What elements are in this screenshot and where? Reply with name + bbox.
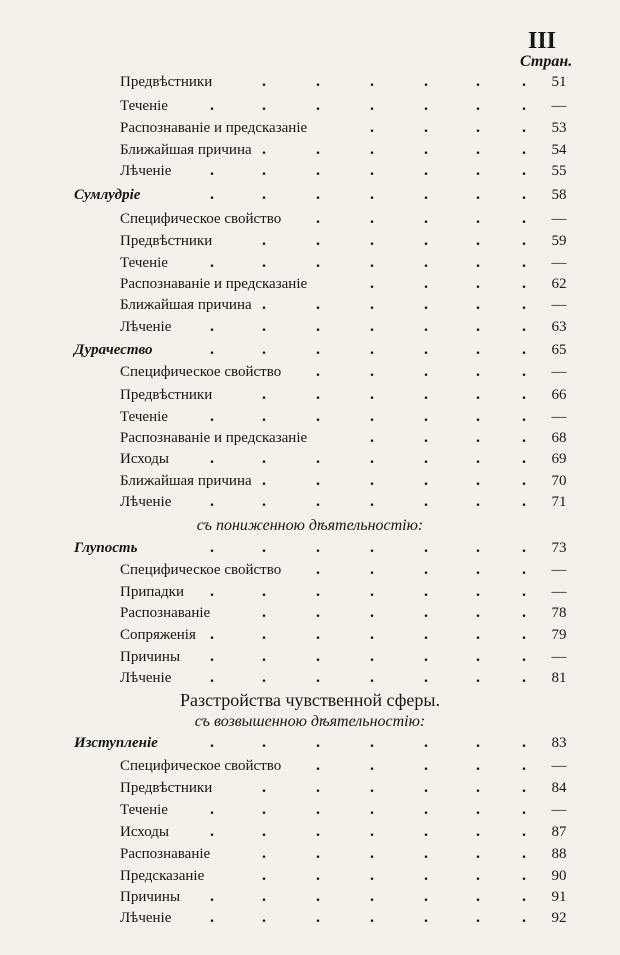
toc-entry-title: Припадки xyxy=(120,584,184,600)
toc-page-number: 55 xyxy=(551,163,567,179)
toc-entry xyxy=(0,209,620,229)
dot-leader: . . . . . . . xyxy=(210,341,526,358)
dot-leader: . . . . . . xyxy=(262,141,526,158)
toc-entry xyxy=(0,96,620,116)
toc-entry xyxy=(0,844,620,864)
toc-entry-title: Дурачество xyxy=(74,342,153,358)
toc-entry xyxy=(0,428,620,448)
dot-leader: . . . . . xyxy=(316,561,526,578)
toc-entry xyxy=(0,560,620,580)
toc-page-number: 87 xyxy=(551,824,567,840)
toc-entry-title: Ближайшая причина xyxy=(120,297,252,313)
toc-entry xyxy=(0,887,620,907)
dot-leader: . . . . . . . xyxy=(210,318,526,335)
toc-main-entry xyxy=(0,340,620,360)
dot-leader: . . . . xyxy=(370,275,526,292)
toc-entry-title: Причины xyxy=(120,889,181,905)
toc-entry-title: Лѣченіе xyxy=(120,494,172,510)
dot-leader: . . . . . . xyxy=(262,472,526,489)
toc-page-number: 63 xyxy=(551,319,567,335)
toc-entry xyxy=(0,822,620,842)
toc-entry-title: Теченіе xyxy=(120,255,168,271)
toc-entry-title: Исходы xyxy=(120,824,169,840)
dot-leader: . . . . . . . xyxy=(210,186,526,203)
toc-entry-title: Специфическое свойство xyxy=(120,211,282,227)
dot-leader: . . . . . . . xyxy=(210,823,526,840)
dot-leader: . . . . . . . xyxy=(210,493,526,510)
toc-page-number: 68 xyxy=(551,430,567,446)
toc-entry xyxy=(0,118,620,138)
toc-main-entry xyxy=(0,733,620,753)
toc-entry-title: Предвѣстники xyxy=(120,233,213,249)
toc-page-number: — xyxy=(551,562,567,578)
dot-leader: . . . . . . . xyxy=(210,801,526,818)
toc-entry-title: Распознаваніе xyxy=(120,846,211,862)
toc-page-number: — xyxy=(551,409,567,425)
dot-leader: . . . . . . . xyxy=(210,648,526,665)
toc-entry xyxy=(0,800,620,820)
dot-leader: . . . . xyxy=(370,429,526,446)
dot-leader: . . . . . . . xyxy=(210,909,526,926)
toc-entry-title: Теченіе xyxy=(120,98,168,114)
toc-entry-title: Сумлудріе xyxy=(74,187,141,203)
dot-leader: . . . . . . xyxy=(262,779,526,796)
dot-leader: . . . . . . xyxy=(262,386,526,403)
dot-leader: . . . . . . xyxy=(262,232,526,249)
toc-page-number: — xyxy=(551,649,567,665)
toc-entry xyxy=(0,362,620,382)
toc-page-number: 73 xyxy=(551,540,567,556)
toc-page-number: 70 xyxy=(551,473,567,489)
toc-entry xyxy=(0,161,620,181)
toc-page-number: 58 xyxy=(551,187,567,203)
toc-entry xyxy=(0,471,620,491)
toc-page-number: 59 xyxy=(551,233,567,249)
toc-entry-title: Исходы xyxy=(120,451,169,467)
toc-entry xyxy=(0,866,620,886)
toc-entry xyxy=(0,72,620,92)
toc-entry-title: Теченіе xyxy=(120,802,168,818)
toc-page-number: 83 xyxy=(551,735,567,751)
dot-leader: . . . . . . xyxy=(262,867,526,884)
dot-leader: . . . . . . xyxy=(262,845,526,862)
toc-entry xyxy=(0,668,620,688)
toc-entry xyxy=(0,449,620,469)
toc-entry-title: Распознаваніе и предсказаніе xyxy=(120,276,308,292)
toc-entry-title: Лѣченіе xyxy=(120,163,172,179)
toc-page-number: 91 xyxy=(551,889,567,905)
toc-page-number: 92 xyxy=(551,910,567,926)
toc-entry-title: Ближайшая причина xyxy=(120,142,252,158)
toc-page-number: 78 xyxy=(551,605,567,621)
toc-page-number: — xyxy=(551,211,567,227)
dot-leader: . . . . . . xyxy=(262,604,526,621)
dot-leader: . . . . . . . xyxy=(210,162,526,179)
toc-entry-title: Распознаваніе и предсказаніе xyxy=(120,430,308,446)
toc-page-number: 66 xyxy=(551,387,567,403)
toc-page-number: 84 xyxy=(551,780,567,796)
dot-leader: . . . . . xyxy=(316,363,526,380)
dot-leader: . . . . . . . xyxy=(210,539,526,556)
toc-entry-title: Сопряженія xyxy=(120,627,196,643)
dot-leader: . . . . . . . xyxy=(210,734,526,751)
toc-entry xyxy=(0,253,620,273)
toc-entry xyxy=(0,582,620,602)
toc-section-heading: Разстройства чувственной сферы. xyxy=(180,690,440,710)
toc-entry xyxy=(0,231,620,251)
toc-page-number: — xyxy=(551,297,567,313)
toc-page-number: 90 xyxy=(551,868,567,884)
toc-page-number: 69 xyxy=(551,451,567,467)
dot-leader: . . . . . . . xyxy=(210,254,526,271)
toc-entry-title: Специфическое свойство xyxy=(120,562,282,578)
toc-entry-title: Глупость xyxy=(74,540,138,556)
toc-entry-title: Специфическое свойство xyxy=(120,758,282,774)
dot-leader: . . . . . . . xyxy=(210,888,526,905)
toc-entry-title: Распознаваніе xyxy=(120,605,211,621)
page-folio: III xyxy=(528,28,557,54)
dot-leader: . . . . . . . xyxy=(210,626,526,643)
toc-entry-title: Предвѣстники xyxy=(120,387,213,403)
toc-page-number: 53 xyxy=(551,120,567,136)
toc-entry-title: Лѣченіе xyxy=(120,910,172,926)
toc-page-number: 65 xyxy=(551,342,567,358)
page-column-label: Стран. xyxy=(520,53,573,70)
dot-leader: . . . . xyxy=(370,119,526,136)
toc-entry xyxy=(0,274,620,294)
toc-entry-title: Изступленіе xyxy=(74,735,158,751)
toc-entry-title: Предсказаніе xyxy=(120,868,205,884)
dot-leader: . . . . . . . xyxy=(210,583,526,600)
toc-entry-title: Ближайшая причина xyxy=(120,473,252,489)
toc-page-number: — xyxy=(551,364,567,380)
toc-entry xyxy=(0,295,620,315)
toc-entry xyxy=(0,140,620,160)
toc-entry xyxy=(0,756,620,776)
toc-entry xyxy=(0,908,620,928)
toc-page-number: — xyxy=(551,584,567,600)
dot-leader: . . . . . xyxy=(316,210,526,227)
toc-entry-title: Теченіе xyxy=(120,409,168,425)
toc-page-number: 51 xyxy=(551,74,567,90)
toc-page-number: — xyxy=(551,802,567,818)
toc-entry xyxy=(0,603,620,623)
toc-entry-title: Предвѣстники xyxy=(120,780,213,796)
toc-entry-title: Причины xyxy=(120,649,181,665)
toc-entry-title: Распознаваніе и предсказаніе xyxy=(120,120,308,136)
dot-leader: . . . . . . . xyxy=(210,408,526,425)
toc-page-number: 88 xyxy=(551,846,567,862)
toc-entry xyxy=(0,647,620,667)
dot-leader: . . . . . . . xyxy=(210,97,526,114)
dot-leader: . . . . . xyxy=(316,757,526,774)
toc-page-number: 79 xyxy=(551,627,567,643)
toc-entry xyxy=(0,625,620,645)
toc-page-number: — xyxy=(551,255,567,271)
toc-entry xyxy=(0,407,620,427)
toc-entry-title: Предвѣстники xyxy=(120,74,213,90)
dot-leader: . . . . . . . xyxy=(210,450,526,467)
toc-main-entry xyxy=(0,185,620,205)
toc-subheading: съ пониженною дѣятельностію: xyxy=(196,517,424,534)
dot-leader: . . . . . . xyxy=(262,296,526,313)
dot-leader: . . . . . . xyxy=(262,73,526,90)
toc-page-number: 71 xyxy=(551,494,567,510)
dot-leader: . . . . . . . xyxy=(210,669,526,686)
toc-page-number: 62 xyxy=(551,276,567,292)
toc-entry xyxy=(0,317,620,337)
toc-page-number: 81 xyxy=(551,670,567,686)
toc-page-number: 54 xyxy=(551,142,567,158)
toc-main-entry xyxy=(0,538,620,558)
toc-entry xyxy=(0,492,620,512)
toc-entry-title: Специфическое свойство xyxy=(120,364,282,380)
toc-subheading: съ возвышенною дѣятельностію: xyxy=(194,713,426,730)
toc-entry xyxy=(0,778,620,798)
toc-page-number: — xyxy=(551,758,567,774)
toc-entry xyxy=(0,385,620,405)
toc-entry-title: Лѣченіе xyxy=(120,670,172,686)
toc-entry-title: Лѣченіе xyxy=(120,319,172,335)
toc-page-number: — xyxy=(551,98,567,114)
